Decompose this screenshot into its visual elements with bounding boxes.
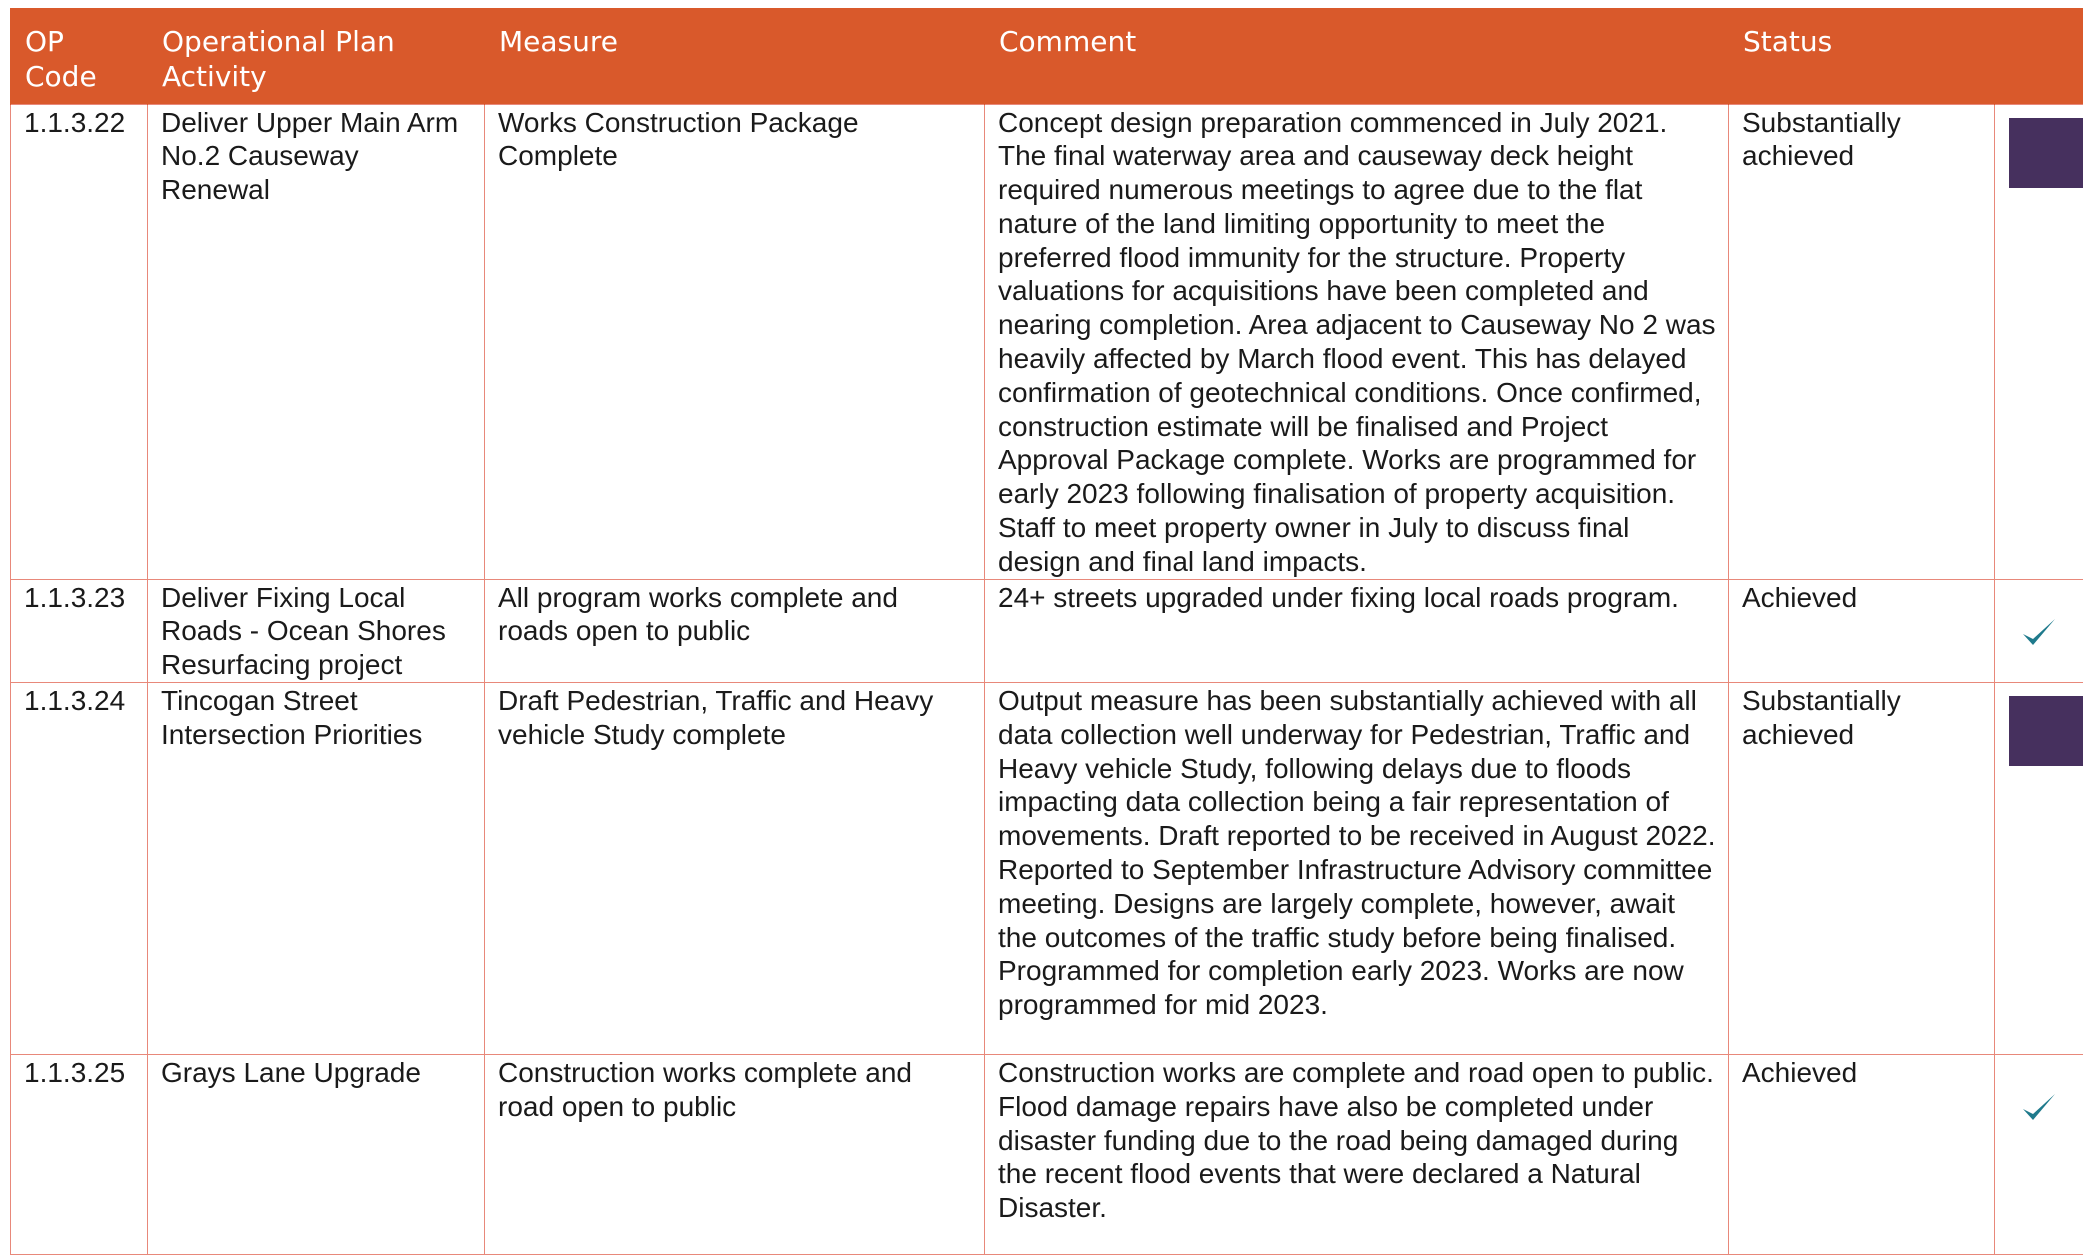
- table-row: [11, 104, 2083, 579]
- cell-op-code: 1.1.3.25: [11, 1055, 148, 1255]
- purple-square-icon: [2009, 118, 2083, 188]
- header-status: Status: [1729, 8, 1995, 104]
- check-icon: [2021, 614, 2057, 650]
- cell-status: Substantially achieved: [1729, 104, 1995, 579]
- cell-activity: Grays Lane Upgrade: [148, 1055, 485, 1255]
- cell-status-icon: [1995, 1055, 2083, 1255]
- header-status-icon: [1995, 8, 2083, 104]
- check-icon: [2021, 1089, 2057, 1125]
- cell-activity: Deliver Upper Main Arm No.2 Causeway Renewal: [148, 104, 485, 579]
- header-comment: Comment: [985, 8, 1729, 104]
- header-measure: Measure: [485, 8, 985, 104]
- cell-activity: Deliver Fixing Local Roads - Ocean Shores Resurfacing project: [148, 579, 485, 682]
- cell-comment: Concept design preparation commenced in July 2021. The final waterway area and causeway deck height required numerous meetings to agree due to the flat nature of the land limiting opportunity to meet the preferred flood immunity for the structure. Property valuations for acquisitions have been completed and nearing completion. Area adjacent to Causeway No 2 was heavily affected by March flood event. This has delayed confirmation of geotechnical conditions. Once confirmed, construction estimate will be finalised and Project Approval Package complete. Works are programmed for early 2023 following finalisation of property acquisition. Staff to meet property owner in July to discuss final design and final land impacts.: [985, 104, 1729, 579]
- cell-comment: Output measure has been substantially achieved with all data collection well underway for Pedestrian, Traffic and Heavy vehicle Study, following delays due to floods impacting data collection being a fair representation of movements. Draft reported to be received in August 2022. Reported to September Infrastructure Advisory committee meeting. Designs are largely complete, however, await the outcomes of the traffic study before being finalised. Programmed for completion early 2023. Works are now programmed for mid 2023.: [985, 683, 1729, 1055]
- cell-status: Achieved: [1729, 579, 1995, 682]
- cell-measure: Draft Pedestrian, Traffic and Heavy vehicle Study complete: [485, 683, 985, 1055]
- cell-measure: All program works complete and roads open to public: [485, 579, 985, 682]
- cell-op-code: 1.1.3.22: [11, 104, 148, 579]
- cell-status-icon: [1995, 104, 2083, 579]
- cell-status-icon: [1995, 579, 2083, 682]
- cell-status: Substantially achieved: [1729, 683, 1995, 1055]
- cell-activity: Tincogan Street Intersection Priorities: [148, 683, 485, 1055]
- table-header: [11, 8, 2083, 104]
- table-row: [11, 1055, 2083, 1255]
- cell-op-code: 1.1.3.24: [11, 683, 148, 1055]
- header-activity: Operational Plan Activity: [148, 8, 485, 104]
- cell-measure: Construction works complete and road open to public: [485, 1055, 985, 1255]
- purple-square-icon: [2009, 696, 2083, 766]
- header-op-code: OP Code: [11, 8, 148, 104]
- table-row: [11, 683, 2083, 1055]
- operational-plan-table: [10, 8, 2083, 1255]
- cell-comment: 24+ streets upgraded under fixing local roads program.: [985, 579, 1729, 682]
- cell-op-code: 1.1.3.23: [11, 579, 148, 682]
- cell-status: Achieved: [1729, 1055, 1995, 1255]
- table-row: [11, 579, 2083, 682]
- cell-comment: Construction works are complete and road open to public. Flood damage repairs have also be completed under disaster funding due to the road being damaged during the recent flood events that were declared a Natural Disaster.: [985, 1055, 1729, 1255]
- cell-status-icon: [1995, 683, 2083, 1055]
- cell-measure: Works Construction Package Complete: [485, 104, 985, 579]
